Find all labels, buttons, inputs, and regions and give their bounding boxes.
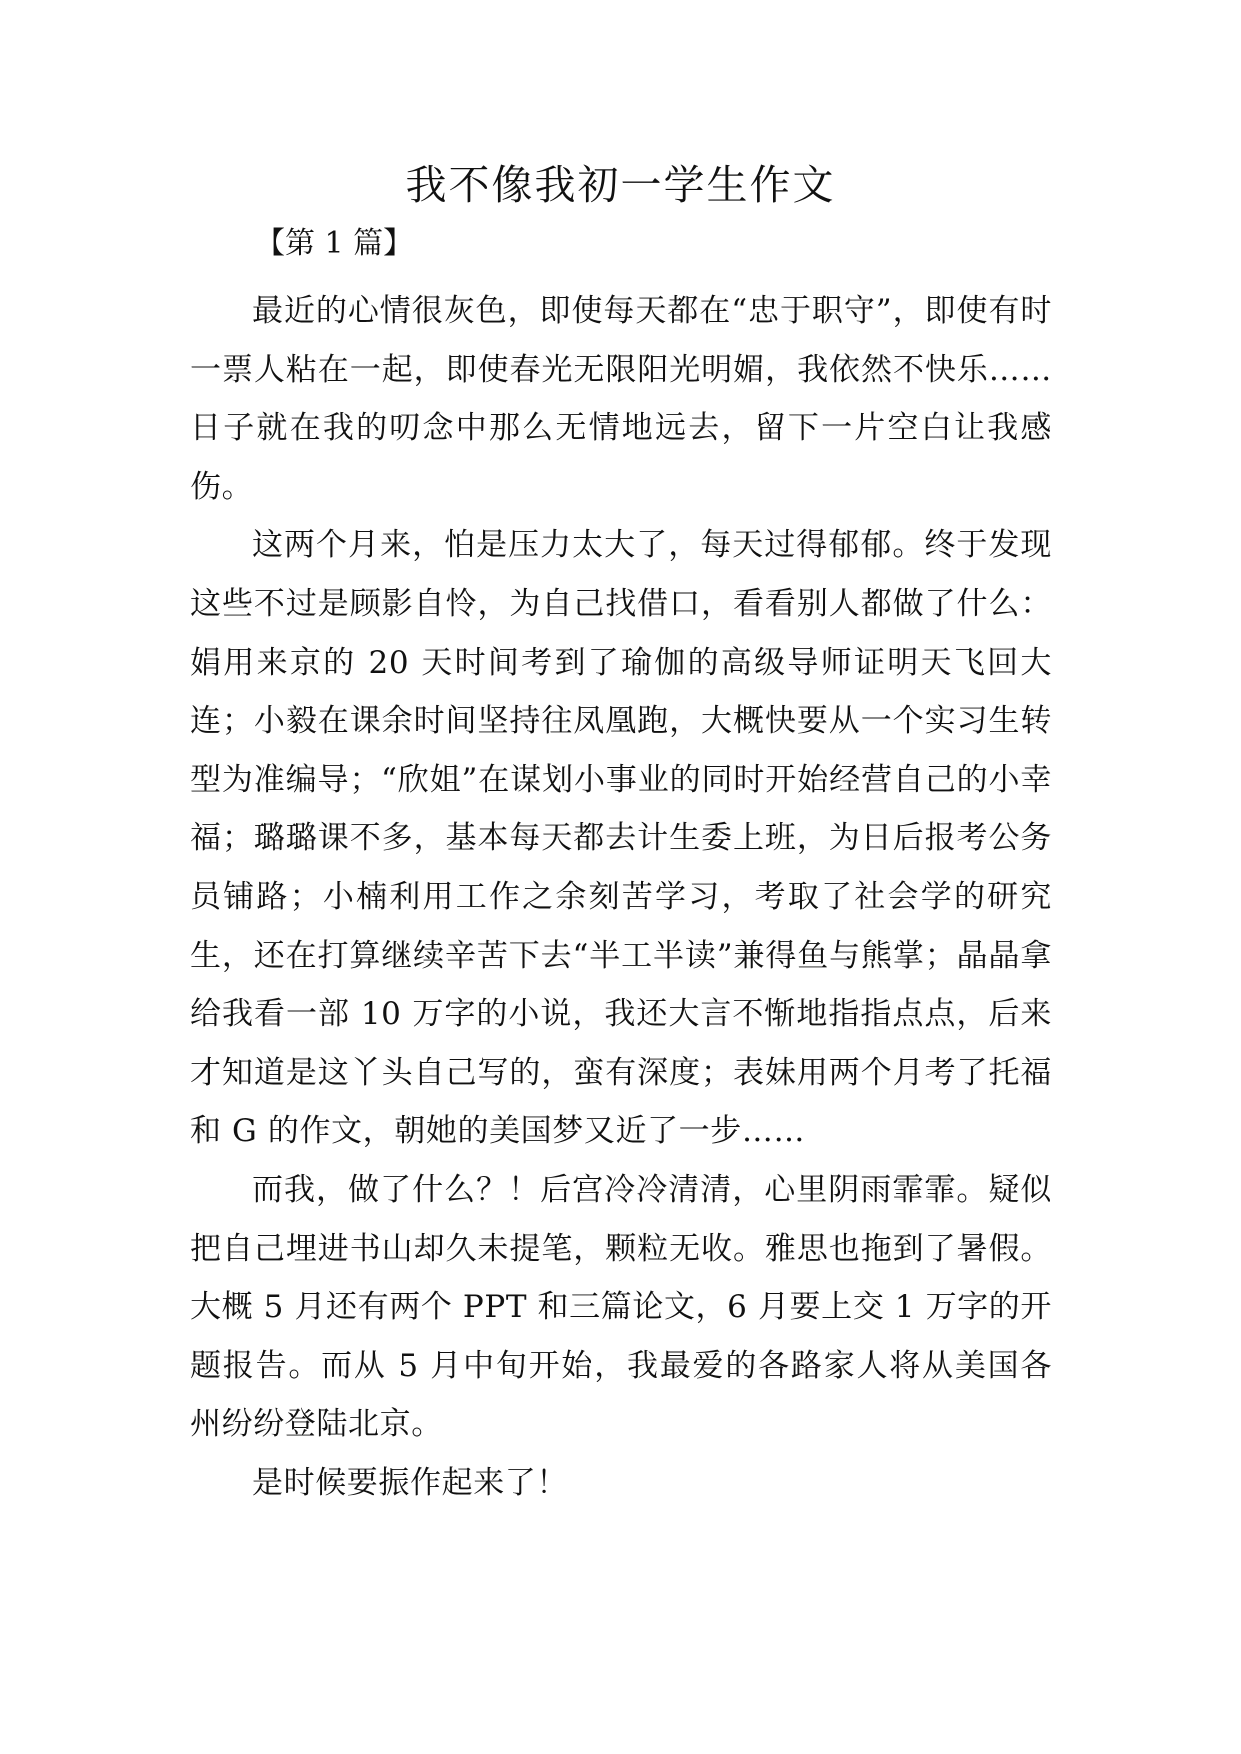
paragraph: 最近的心情很灰色，即使每天都在“忠于职守”，即使有时一票人粘在一起，即使春光无限阳光明媚，我依然不快乐……日子就在我的叨念中那么无情地远去，留下一片空白让我感伤。 <box>190 293 1052 505</box>
paragraph: 这两个月来，怕是压力太大了，每天过得郁郁。终于发现这些不过是顾影自怜，为自己找借口，看看别人都做了什么：娟用来京的 20 天时间考到了瑜伽的高级导师证明天飞回大连；小毅在课余时间坚持往凤凰跑，大概快要从一个实习生转型为准编导；“欣姐”在谋划小事业的同时开始经营自己的小幸福；璐璐课不多，基本每天都去计生委上班，为日后报考公务员铺路；小楠利用工作之余刻苦学习，考取了社会学的研究生，还在打算继续辛苦下去“半工半读”兼得鱼与熊掌；晶晶拿给我看一部 10 万字的小说，我还大言不惭地指指点点，后来才知道是这丫头自己写的，蛮有深度；表妹用两个月考了托福和 G 的作文，朝她的美国梦又近了一步…… <box>190 527 1052 1150</box>
document-body <box>190 282 1052 1512</box>
document-title: 我不像我初一学生作文 <box>405 161 836 209</box>
paragraph: 而我，做了什么？！后宫冷冷清清，心里阴雨霏霏。疑似把自己埋进书山却久未提笔，颗粒无收。雅思也拖到了暑假。大概 5 月还有两个 PPT 和三篇论文，6 月要上交 1 万字的开题报告。而从 5 月中旬开始，我最爱的各路家人将从美国各州纷纷登陆北京。 <box>190 1171 1052 1443</box>
paragraph: 是时候要振作起来了！ <box>252 1464 568 1501</box>
section-label: 【第 1 篇】 <box>255 226 414 261</box>
